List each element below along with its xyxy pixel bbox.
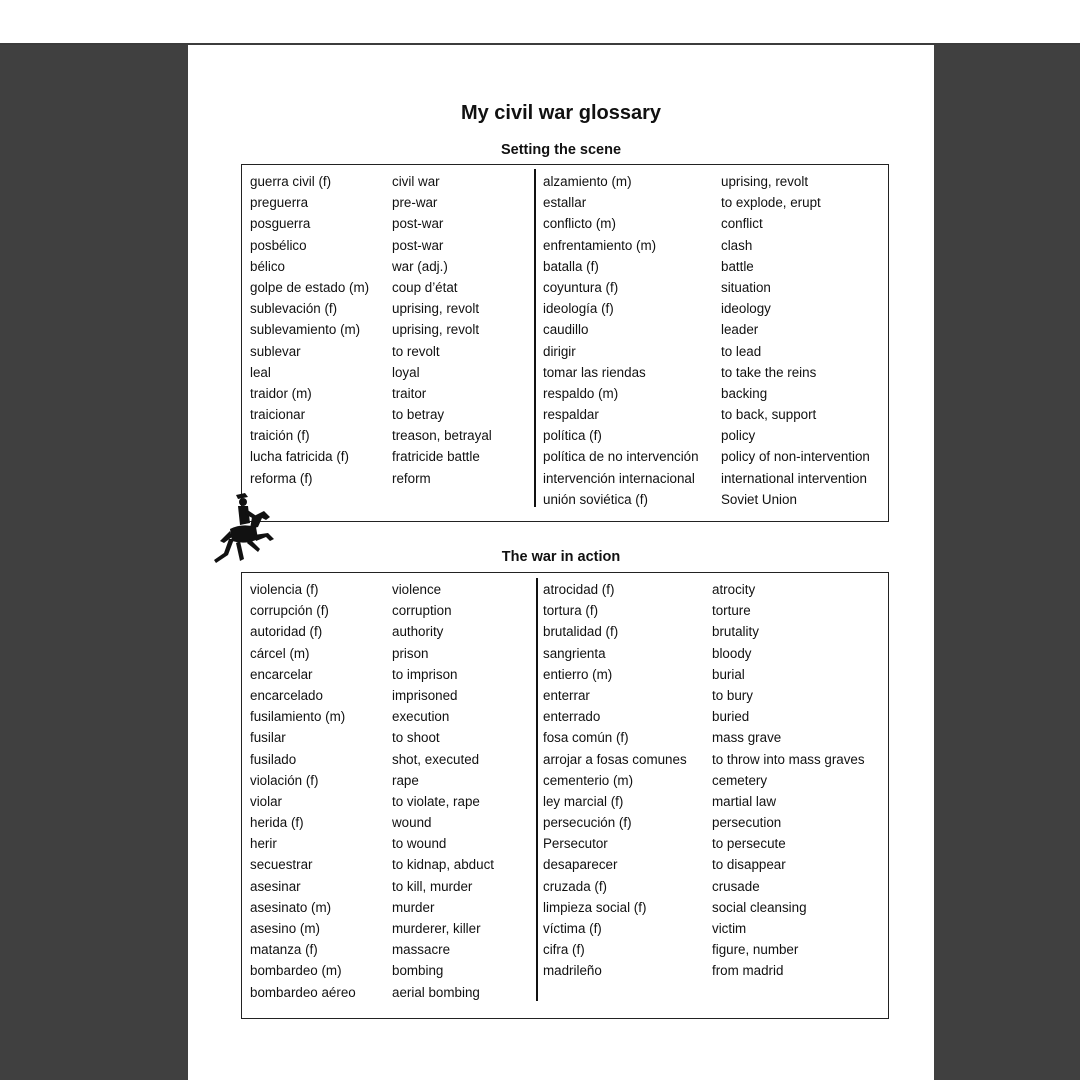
glossary-term-spanish: ideología (f) <box>543 301 614 317</box>
glossary-term-english: wound <box>392 815 432 831</box>
glossary-term-spanish: fusilamiento (m) <box>250 709 346 725</box>
glossary-term-english: burial <box>712 666 745 682</box>
glossary-term-spanish: violar <box>250 793 282 809</box>
english-terms-column <box>721 171 870 510</box>
glossary-term-english: corruption <box>392 603 452 619</box>
glossary-term-spanish: persecución (f) <box>543 815 632 831</box>
english-terms-column <box>392 171 492 489</box>
glossary-box-setting-the-scene <box>241 164 889 522</box>
glossary-term-english: crusade <box>712 878 760 894</box>
glossary-term-spanish: bélico <box>250 258 285 274</box>
glossary-term-spanish: preguerra <box>250 195 309 211</box>
glossary-term-spanish: enfrentamiento (m) <box>543 237 657 253</box>
glossary-term-english: to revolt <box>392 343 440 359</box>
glossary-term-spanish: violación (f) <box>250 772 319 788</box>
document-page <box>188 45 934 1080</box>
glossary-term-english: execution <box>392 709 450 725</box>
english-terms-column <box>392 579 494 1003</box>
glossary-term-english: murderer, killer <box>392 921 481 936</box>
glossary-term-english: to bury <box>712 687 753 703</box>
glossary-term-spanish: golpe de estado (m) <box>250 279 370 295</box>
glossary-term-spanish: sangrienta <box>543 645 606 661</box>
glossary-term-english: international intervention <box>721 470 867 486</box>
glossary-term-spanish: cárcel (m) <box>250 645 310 661</box>
glossary-term-spanish: conflicto (m) <box>543 216 616 232</box>
glossary-term-spanish: limpieza social (f) <box>543 899 647 915</box>
glossary-term-english: mass grave <box>712 730 782 746</box>
glossary-term-english: conflict <box>721 216 763 232</box>
column-divider <box>534 169 536 507</box>
glossary-term-english: shot, executed <box>392 751 480 767</box>
glossary-term-english: to persecute <box>712 836 786 852</box>
glossary-term-english: post-war <box>392 216 444 232</box>
glossary-term-english: war (adj.) <box>392 258 448 274</box>
spanish-terms-column <box>543 579 687 982</box>
glossary-term-spanish: caudillo <box>543 322 589 338</box>
glossary-term-spanish: brutalidad (f) <box>543 624 619 640</box>
glossary-term-spanish: fusilar <box>250 730 286 746</box>
glossary-term-english: treason, betrayal <box>392 428 492 444</box>
glossary-term-spanish: traidor (m) <box>250 385 312 401</box>
glossary-term-spanish: dirigir <box>543 343 576 359</box>
glossary-term-spanish: víctima (f) <box>543 921 602 936</box>
glossary-term-spanish: respaldo (m) <box>543 385 619 401</box>
glossary-term-english: post-war <box>392 237 444 253</box>
glossary-term-english: battle <box>721 258 754 274</box>
glossary-term-english: prison <box>392 645 429 661</box>
spanish-terms-column <box>543 171 699 510</box>
glossary-term-spanish: entierro (m) <box>543 666 613 682</box>
glossary-term-spanish: lucha fatricida (f) <box>250 449 349 465</box>
glossary-term-english: reform <box>392 470 431 486</box>
viewer-toolbar <box>0 0 1080 45</box>
glossary-term-english: to kidnap, abduct <box>392 857 494 873</box>
glossary-term-spanish: encarcelar <box>250 666 313 682</box>
glossary-term-spanish: traición (f) <box>250 428 310 444</box>
glossary-term-spanish: asesino (m) <box>250 921 320 936</box>
glossary-term-english: social cleansing <box>712 899 807 915</box>
glossary-term-spanish: cementerio (m) <box>543 772 634 788</box>
glossary-term-english: to lead <box>721 343 762 359</box>
glossary-term-spanish: encarcelado <box>250 687 323 703</box>
glossary-term-spanish: sublevación (f) <box>250 301 338 317</box>
glossary-term-spanish: bombardeo (m) <box>250 963 342 979</box>
glossary-term-english: to explode, erupt <box>721 195 821 211</box>
glossary-term-english: to wound <box>392 836 447 852</box>
glossary-term-spanish: herida (f) <box>250 815 304 831</box>
glossary-term-spanish: respaldar <box>543 407 599 423</box>
glossary-term-spanish: traicionar <box>250 407 306 423</box>
page-title: My civil war glossary <box>460 102 662 124</box>
glossary-term-spanish: tomar las riendas <box>543 364 646 380</box>
glossary-term-english: uprising, revolt <box>721 174 809 189</box>
glossary-term-english: to kill, murder <box>392 878 473 894</box>
glossary-term-english: bombing <box>392 963 444 979</box>
glossary-term-spanish: atrocidad (f) <box>543 582 615 597</box>
glossary-box-war-in-action <box>241 572 889 1019</box>
glossary-term-english: massacre <box>392 942 451 958</box>
glossary-term-english: fratricide battle <box>392 449 480 465</box>
glossary-term-spanish: política (f) <box>543 428 602 444</box>
glossary-term-spanish: posbélico <box>250 237 307 253</box>
glossary-term-english: from madrid <box>712 963 784 979</box>
glossary-term-spanish: cruzada (f) <box>543 878 607 894</box>
glossary-term-english: traitor <box>392 385 427 401</box>
glossary-term-spanish: cifra (f) <box>543 942 585 958</box>
glossary-term-spanish: sublevamiento (m) <box>250 322 361 338</box>
glossary-term-english: cemetery <box>712 772 768 788</box>
glossary-term-spanish: fosa común (f) <box>543 730 629 746</box>
glossary-term-spanish: alzamiento (m) <box>543 174 632 189</box>
glossary-term-english: to shoot <box>392 730 440 746</box>
glossary-term-english: violence <box>392 582 442 597</box>
glossary-term-english: atrocity <box>712 582 756 597</box>
glossary-term-spanish: posguerra <box>250 216 311 232</box>
glossary-term-spanish: reforma (f) <box>250 470 313 486</box>
glossary-term-spanish: desaparecer <box>543 857 618 873</box>
glossary-term-spanish: leal <box>250 364 271 380</box>
glossary-term-spanish: secuestrar <box>250 857 313 873</box>
glossary-term-english: to violate, rape <box>392 793 480 809</box>
glossary-term-english: uprising, revolt <box>392 322 480 338</box>
glossary-term-english: to back, support <box>721 407 817 423</box>
glossary-term-english: persecution <box>712 815 782 831</box>
glossary-term-english: authority <box>392 624 444 640</box>
glossary-term-english: to disappear <box>712 857 786 873</box>
glossary-term-english: to throw into mass graves <box>712 751 865 767</box>
spanish-terms-column <box>250 579 356 1003</box>
glossary-term-english: murder <box>392 899 435 915</box>
glossary-term-spanish: guerra civil (f) <box>250 174 332 189</box>
glossary-term-spanish: intervención internacional <box>543 470 695 486</box>
glossary-term-english: loyal <box>392 364 420 380</box>
glossary-term-english: coup d’état <box>392 279 458 295</box>
glossary-term-english: bloody <box>712 645 752 661</box>
glossary-term-spanish: enterrar <box>543 687 590 703</box>
glossary-term-spanish: sublevar <box>250 343 301 359</box>
glossary-term-spanish: autoridad (f) <box>250 624 323 640</box>
glossary-term-english: backing <box>721 385 768 401</box>
glossary-term-english: situation <box>721 279 771 295</box>
glossary-term-spanish: arrojar a fosas comunes <box>543 751 687 767</box>
glossary-term-english: to betray <box>392 407 445 423</box>
glossary-term-english: rape <box>392 772 419 788</box>
glossary-term-english: policy <box>721 428 756 444</box>
section-title-setting-the-scene: Setting the scene <box>500 142 622 158</box>
glossary-term-english: ideology <box>721 301 771 317</box>
glossary-term-spanish: unión soviética (f) <box>543 491 648 507</box>
glossary-term-english: to take the reins <box>721 364 817 380</box>
glossary-term-spanish: Persecutor <box>543 836 608 852</box>
glossary-term-spanish: fusilado <box>250 751 297 767</box>
glossary-term-english: martial law <box>712 793 776 809</box>
glossary-term-english: to imprison <box>392 666 458 682</box>
glossary-term-english: leader <box>721 322 759 338</box>
glossary-term-spanish: coyuntura (f) <box>543 279 619 295</box>
glossary-term-english: figure, number <box>712 942 799 958</box>
glossary-term-english: clash <box>721 237 753 253</box>
glossary-term-english: policy of non-intervention <box>721 449 870 465</box>
english-terms-column <box>712 579 865 982</box>
glossary-term-spanish: tortura (f) <box>543 603 599 619</box>
glossary-term-english: brutality <box>712 624 759 640</box>
glossary-term-spanish: ley marcial (f) <box>543 793 624 809</box>
glossary-term-spanish: violencia (f) <box>250 582 319 597</box>
spanish-terms-column <box>250 171 369 489</box>
glossary-term-english: torture <box>712 603 751 619</box>
glossary-term-english: victim <box>712 921 747 936</box>
section-title-war-in-action: The war in action <box>501 549 621 565</box>
glossary-term-english: aerial bombing <box>392 984 480 1000</box>
glossary-term-english: pre-war <box>392 195 438 211</box>
glossary-term-spanish: batalla (f) <box>543 258 599 274</box>
glossary-term-spanish: asesinato (m) <box>250 899 332 915</box>
glossary-term-english: civil war <box>392 174 440 189</box>
glossary-term-spanish: herir <box>250 836 277 852</box>
column-divider <box>536 578 538 1001</box>
glossary-term-english: uprising, revolt <box>392 301 480 317</box>
glossary-term-spanish: asesinar <box>250 878 301 894</box>
glossary-term-spanish: política de no intervención <box>543 449 699 465</box>
glossary-term-spanish: bombardeo aéreo <box>250 984 356 1000</box>
glossary-term-spanish: madrileño <box>543 963 602 979</box>
glossary-term-spanish: matanza (f) <box>250 942 318 958</box>
glossary-term-english: buried <box>712 709 750 725</box>
glossary-term-spanish: estallar <box>543 195 587 211</box>
glossary-term-spanish: corrupción (f) <box>250 603 329 619</box>
glossary-term-english: Soviet Union <box>721 491 797 507</box>
glossary-term-english: imprisoned <box>392 687 458 703</box>
glossary-term-spanish: enterrado <box>543 709 601 725</box>
